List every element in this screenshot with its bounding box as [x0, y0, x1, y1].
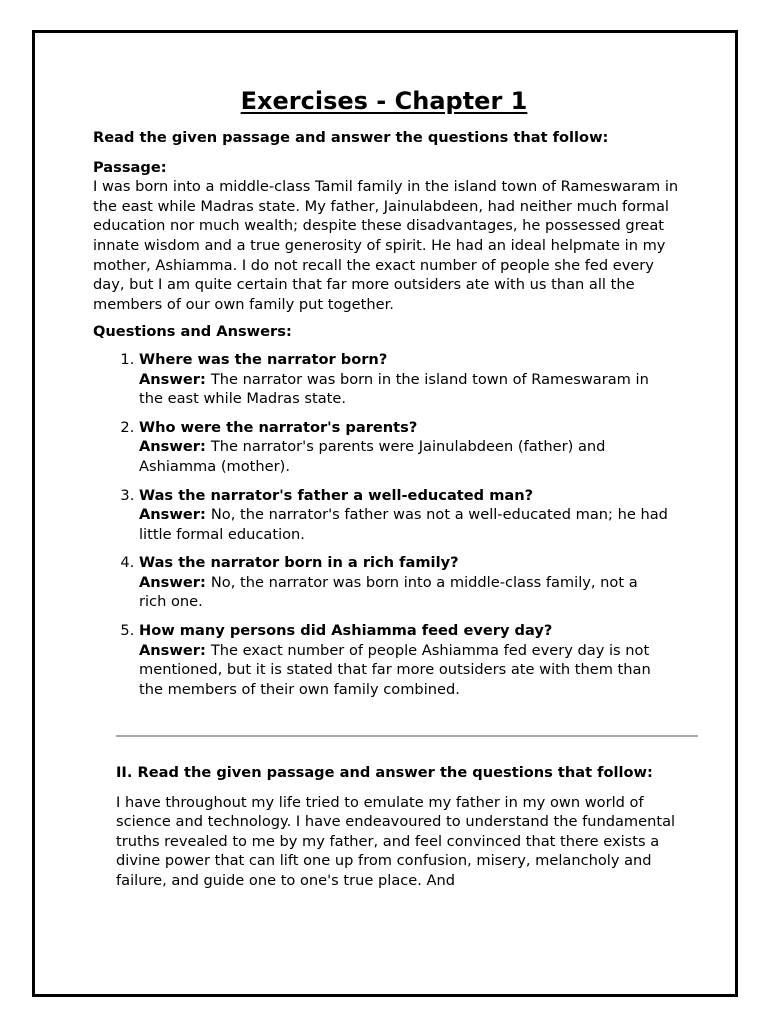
question-text: 4. Was the narrator born in a rich family? [139, 554, 459, 572]
section-two [116, 763, 676, 891]
qa-list [93, 350, 669, 700]
answer-text: The exact number of people Ashiamma fed every day is not mentioned, but it is stated that far more outsiders ate with them than the members of their own family combined. [139, 641, 651, 698]
section-one [93, 128, 683, 708]
qa-heading: Questions and Answers: [93, 323, 292, 341]
qa-item [139, 553, 669, 612]
answer-text: No, the narrator's father was not a well-educated man; he had little formal education. [139, 506, 668, 543]
answer-label: Answer: [139, 641, 211, 659]
section-two-heading: II. Read the given passage and answer the questions that follow: [116, 764, 653, 781]
qa-item [139, 418, 669, 477]
section-one-instruction: Read the given passage and answer the questions that follow: [93, 129, 609, 146]
answer-label: Answer: [139, 506, 211, 524]
question-text: 5. How many persons did Ashiamma feed every day? [139, 622, 553, 640]
answer-label: Answer: [139, 370, 211, 388]
page-title: Exercises - Chapter 1 [240, 87, 528, 115]
section-two-passage-text: I have throughout my life tried to emulate my father in my own world of science and technology. I have endeavoured to understand the fundamental truths revealed to me by my father, and feel convinced that there exists a divine power that can lift one up from confusion, misery, melancholy and failure, and guide one to one's true place. And [116, 793, 676, 889]
section-divider [116, 735, 698, 737]
passage-label: Passage: [93, 158, 167, 176]
passage-text: I was born into a middle-class Tamil family in the island town of Rameswaram in the east while Madras state. My father, Jainulabdeen, had neither much formal education nor much wealth; despite these disadvantages, he possessed great innate wisdom and a true generosity of spirit. He had an ideal helpmate in my mother, Ashiamma. I do not recall the exact number of people she fed every day, but I am quite certain that far more outsiders ate with us than all the members of our own family put together. [93, 178, 679, 313]
answer-text: The narrator was born in the island town of Rameswaram in the east while Madras state. [139, 370, 649, 408]
qa-item [139, 486, 669, 545]
qa-item [139, 621, 669, 699]
answer-label: Answer: [139, 438, 211, 456]
answer-text: No, the narrator was born into a middle-class family, not a rich one. [139, 573, 638, 611]
question-text: 1. Where was the narrator born? [139, 350, 388, 368]
answer-text: The narrator's parents were Jainulabdeen (father) and Ashiamma (mother). [139, 438, 606, 475]
question-text: 3. Was the narrator's father a well-educated man? [139, 486, 534, 504]
qa-item [139, 350, 669, 409]
answer-label: Answer: [139, 573, 211, 591]
question-text: 2. Who were the narrator's parents? [139, 418, 418, 436]
